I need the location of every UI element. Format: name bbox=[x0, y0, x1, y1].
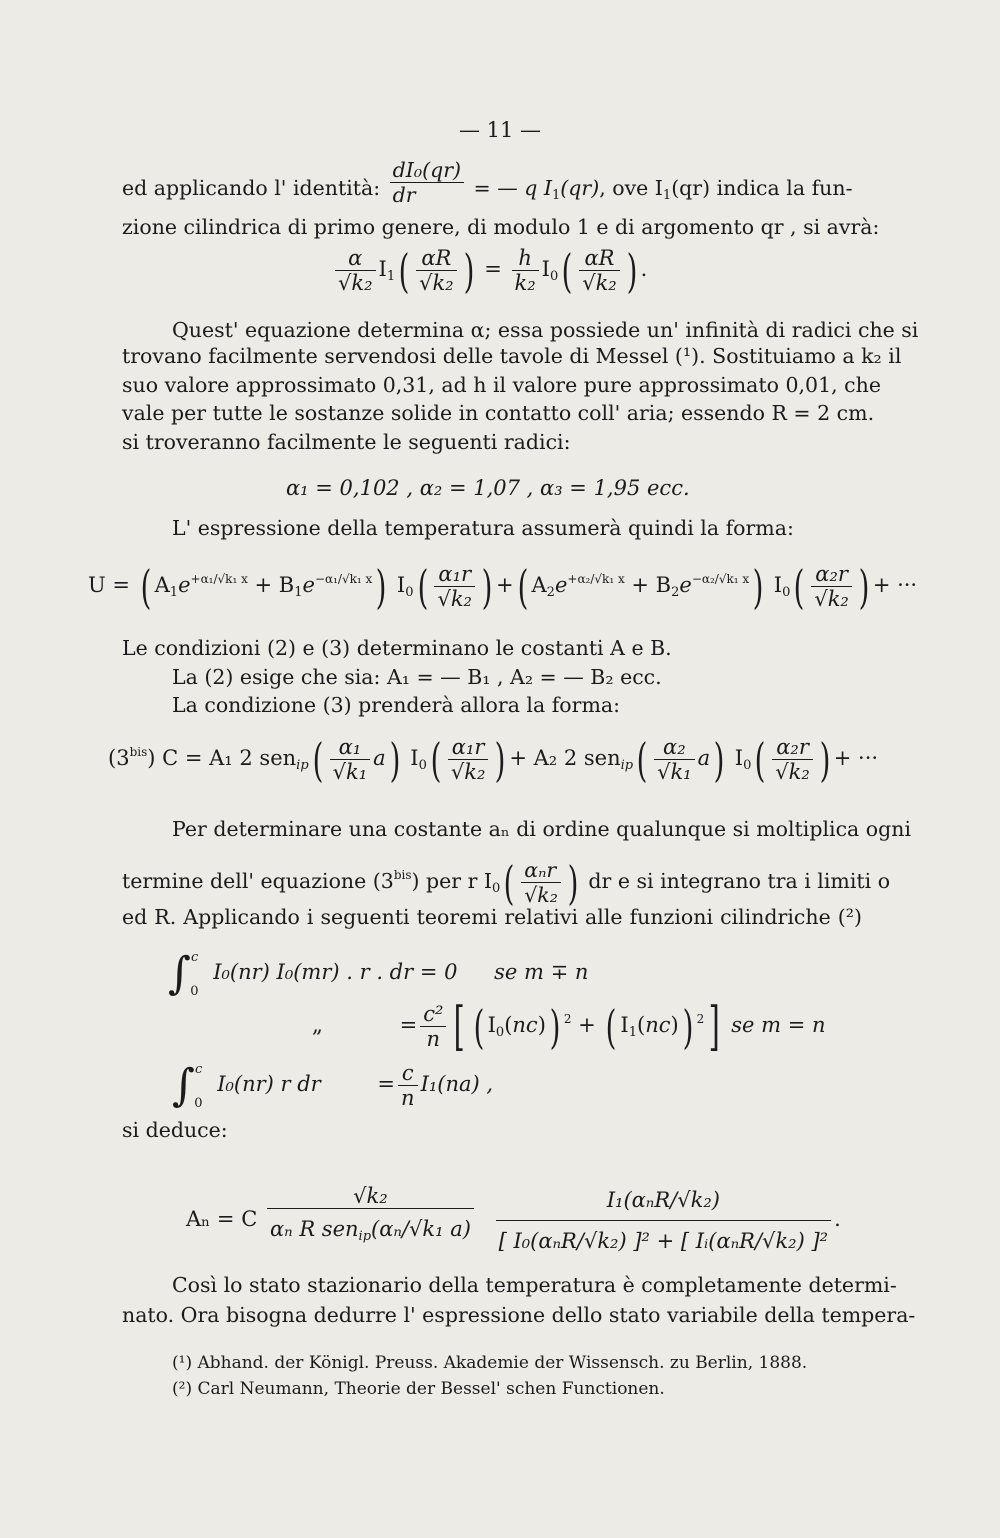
continuation-dots: + ··· bbox=[872, 573, 918, 597]
U-lhs: U = bbox=[88, 573, 130, 597]
text-fragment: ) per r I bbox=[411, 869, 492, 893]
eq-alpha: α bbox=[335, 246, 376, 271]
page-number: — 11 — bbox=[458, 118, 542, 142]
text-line: si deduce: bbox=[122, 1118, 228, 1142]
text-fragment: dr e si integrano tra i limiti o bbox=[588, 869, 891, 893]
eq-sqrt-k2: √k₂ bbox=[419, 271, 454, 295]
text-fragment: termine dell' equazione (3 bbox=[122, 869, 394, 893]
U-expression: U = ( $A_1e^{+\alpha_1/√k_1 x} + B_1e^{-\alpha_1/√k_1 x}$) $I_0$( $\frac{\text{α₁r}}{\text{√k₂}}$ ) +( $A_2e^{+\alpha_2/√k_1 x} + B_2e^{-\alpha_2/√k_1 x}$) $I_0$( $\frac{\text{α₂r}}{\text{√k₂}}$ ) + ··· bbox=[88, 559, 918, 614]
eq-aR: αR bbox=[579, 246, 620, 271]
text-line: Le condizioni (2) e (3) determinano le costanti A e B. bbox=[122, 636, 672, 660]
eq-sqrt-k2: √k₂ bbox=[582, 271, 617, 295]
An-den: αₙ R sen bbox=[269, 1217, 359, 1241]
int2-num: c² bbox=[420, 1002, 446, 1027]
int3-body: I₀(nr) r dr bbox=[217, 1072, 321, 1096]
text-line: vale per tutte le sostanze solide in contatto coll' aria; essendo R = 2 cm. bbox=[122, 401, 875, 425]
int3-den: n bbox=[401, 1086, 415, 1110]
identity-rhs: = — q I bbox=[473, 176, 552, 200]
text-line: Così lo stato stazionario della temperatura è completamente determi- bbox=[172, 1273, 897, 1297]
text-line: zione cilindrica di primo genere, di modulo 1 e di argomento qr , si avrà: bbox=[122, 215, 880, 239]
text-line: L' espressione della temperatura assumerà quindi la forma: bbox=[172, 516, 794, 540]
text-line: nato. Ora bisogna dedurre l' espressione dello stato variabile della tempera- bbox=[122, 1303, 916, 1327]
roots-line: α₁ = 0,102 , α₂ = 1,07 , α₃ = 1,95 ecc. bbox=[286, 476, 690, 500]
characteristic-equation: $\frac{\alpha}{\text{√k₂}}$ $I_1$( $\frac{\alpha R}{\text{√k₂}}$ ) = $\frac{h}{\text{k₂}}$ $I_0$( $\frac{\alpha R}{\text{√k₂}}$ ) . bbox=[332, 246, 647, 295]
int-lower-limit: 0 bbox=[190, 984, 199, 999]
text-line: La (2) esige che sia: A₁ = — B₁ , A₂ = — B₂ ecc. bbox=[172, 665, 662, 689]
int3-rhs: I₁(na) , bbox=[420, 1072, 494, 1096]
text-line: Quest' equazione determina α; essa possiede un' infinità di radici che si bbox=[172, 318, 919, 342]
text-line: si troveranno facilmente le seguenti radici: bbox=[122, 430, 571, 454]
text-line: suo valore approssimato 0,31, ad h il valore pure approssimato 0,01, che bbox=[122, 373, 881, 397]
footnote-2: (²) Carl Neumann, Theorie der Bessel' schen Functionen. bbox=[172, 1379, 665, 1399]
text-line: trovano facilmente servendosi delle tavole di Messel (¹). Sostituiamo a k₂ il bbox=[122, 344, 902, 368]
cond-sub: ip bbox=[296, 758, 309, 773]
text-line: ed R. Applicando i seguenti teoremi relativi alle funzioni cilindriche (²) bbox=[122, 905, 862, 929]
An-I1: I₁ bbox=[606, 1188, 624, 1212]
text-line: Per determinare una costante aₙ di ordine qualunque si moltiplica ogni bbox=[172, 817, 912, 841]
int1-condition: se m ∓ n bbox=[494, 960, 589, 984]
integral-sign: ∫ bbox=[168, 948, 191, 999]
fraction-numerator: dI₀(qr) bbox=[390, 158, 464, 183]
integral-theorem-1 bbox=[168, 948, 588, 999]
eq-k2: k₂ bbox=[514, 271, 536, 295]
int3-num: c bbox=[398, 1061, 418, 1086]
eq-aR: αR bbox=[416, 246, 457, 271]
int-upper-limit: c bbox=[190, 950, 199, 965]
integral-theorem-2: „ = $\frac{\text{c²}}{n}$ [ ( $I_0(nc)$) $^2$ + ( $I_1(nc)$) $^2$] se m = n bbox=[312, 996, 826, 1057]
An-formula: Aₙ = C $\frac{\text{√k₂}}{\alpha_n R sen_{ip}(\alpha_n/√k_1 a)}$ $\frac{\text{I₁(αₙR/√k₂)}}{\text{[ I₀(αₙR/√k₂) ]² + [ Iᵢ(αₙR/√k₂) ]²}}$ . bbox=[186, 1180, 841, 1261]
int-lower-limit: 0 bbox=[194, 1096, 203, 1111]
eq-h: h bbox=[512, 246, 539, 271]
int-upper-limit: c bbox=[194, 1062, 203, 1077]
integral-theorem-3: ∫$^c_0$ I₀(nr) r dr = $\frac{c}{n}$ I₁(na) , bbox=[172, 1060, 494, 1111]
text-fragment: (qr) indica la fun- bbox=[671, 176, 853, 200]
cond-body: ) C = A₁ 2 sen bbox=[147, 746, 297, 770]
fraction-denominator: dr bbox=[392, 183, 416, 207]
identity-fraction bbox=[390, 158, 464, 207]
text-fragment: , ove I bbox=[599, 176, 663, 200]
integral-sign: ∫ bbox=[172, 1060, 195, 1111]
An-num: √k₂ bbox=[267, 1184, 474, 1209]
text-line: termine dell' equazione $(3^{bis})$ per r $I_0$( $\frac{\text{αₙr}}{\text{√k₂}}$ ) dr e si integrano tra i limiti o bbox=[122, 855, 891, 910]
int2-condition: se m = n bbox=[731, 1013, 826, 1037]
int1-body: I₀(nr) I₀(mr) . r . dr = 0 bbox=[213, 960, 458, 984]
text-fragment: ed applicando l' identità: bbox=[122, 176, 381, 200]
int2-den: n bbox=[426, 1027, 441, 1051]
ditto-mark: „ bbox=[312, 1013, 323, 1037]
An-lhs: Aₙ = C bbox=[186, 1207, 258, 1231]
eq-label-sup: bis bbox=[129, 745, 148, 759]
continuation-dots: + ··· bbox=[833, 746, 879, 770]
text-line: ed applicando l' identità: $\frac{\text{dI₀(qr)}}{dr}$ = — q $I_1(qr)$, ove $I_1(qr)$ indica la fun- bbox=[122, 158, 853, 207]
footnote-1: (¹) Abhand. der Königl. Preuss. Akademie der Wissensch. zu Berlin, 1888. bbox=[172, 1353, 808, 1373]
condition-3bis: $(3^{bis}) C = A_1$ 2 sen$_{ip}$( $\frac{\text{α₁}}{\text{√k₁}}$ a) $I_0$( $\frac{\text{α₁r}}{\text{√k₂}}$ ) + A₂ 2 sen$_{ip}$( $\frac{\text{α₂}}{\text{√k₁}}$ a) $I_0$( $\frac{\text{α₂r}}{\text{√k₂}}$ ) + ··· bbox=[108, 732, 879, 787]
text-line: La condizione (3) prenderà allora la forma: bbox=[172, 693, 621, 717]
eq-sqrt-k2: √k₂ bbox=[338, 271, 373, 295]
eq-label: (3 bbox=[108, 746, 130, 770]
